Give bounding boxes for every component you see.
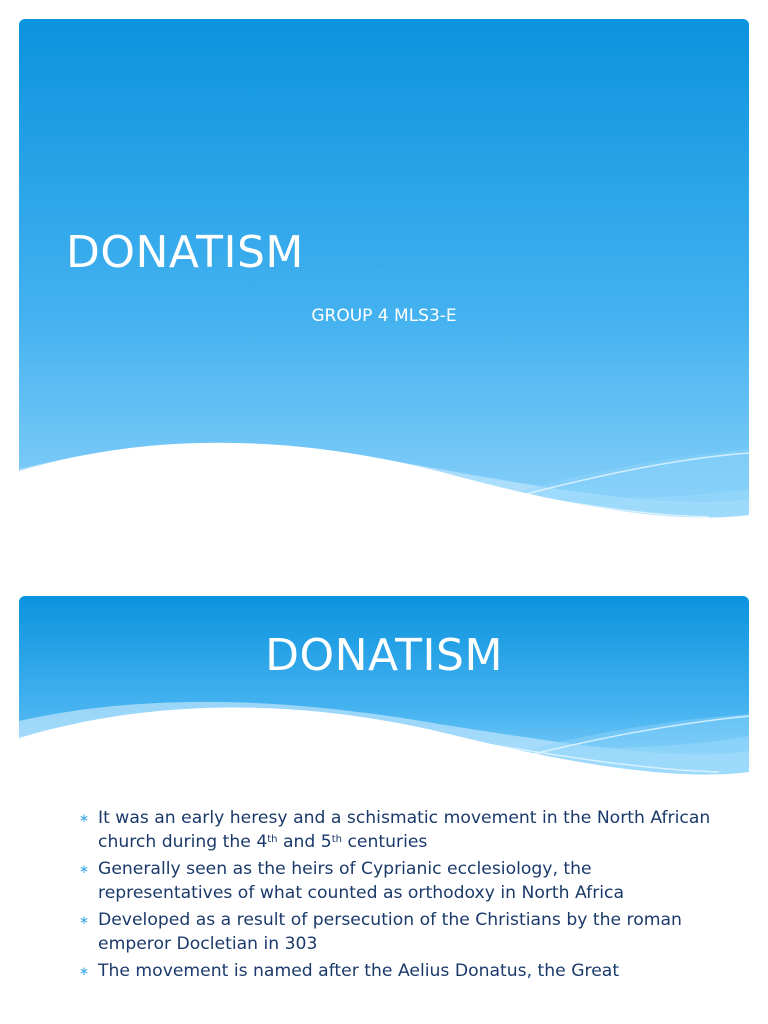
superscript: th <box>331 834 342 845</box>
slide-title: DONATISM <box>66 227 304 278</box>
bullet-item <box>79 959 719 983</box>
content-slide <box>19 596 749 1024</box>
bullet-list <box>79 806 719 986</box>
bullet-item <box>79 857 719 905</box>
bullet-text: Generally seen as the heirs of Cyprianic ecclesiology, the representatives of what counted as orthodoxy in North Africa <box>98 859 625 903</box>
title-slide <box>19 19 749 567</box>
asterisk-bullet-icon: ∗ <box>79 862 90 876</box>
asterisk-bullet-icon: ∗ <box>79 964 90 978</box>
bullet-item <box>79 908 719 956</box>
bullet-text: It was an early heresy and a schismatic movement in the North African church during the 4th and 5th centuries <box>98 808 711 852</box>
bullet-text: Developed as a result of persecution of the Christians by the roman emperor Docletian in 303 <box>98 910 682 954</box>
sky-wave-background <box>19 19 749 567</box>
bullet-text: The movement is named after the Aelius Donatus, the Great <box>98 961 620 981</box>
sky-wave-header <box>19 596 749 796</box>
slide-subtitle: GROUP 4 MLS3-E <box>311 306 457 326</box>
bullet-item <box>79 806 719 854</box>
slide-title: DONATISM <box>265 630 503 681</box>
superscript: th <box>267 834 278 845</box>
asterisk-bullet-icon: ∗ <box>79 811 90 825</box>
asterisk-bullet-icon: ∗ <box>79 913 90 927</box>
